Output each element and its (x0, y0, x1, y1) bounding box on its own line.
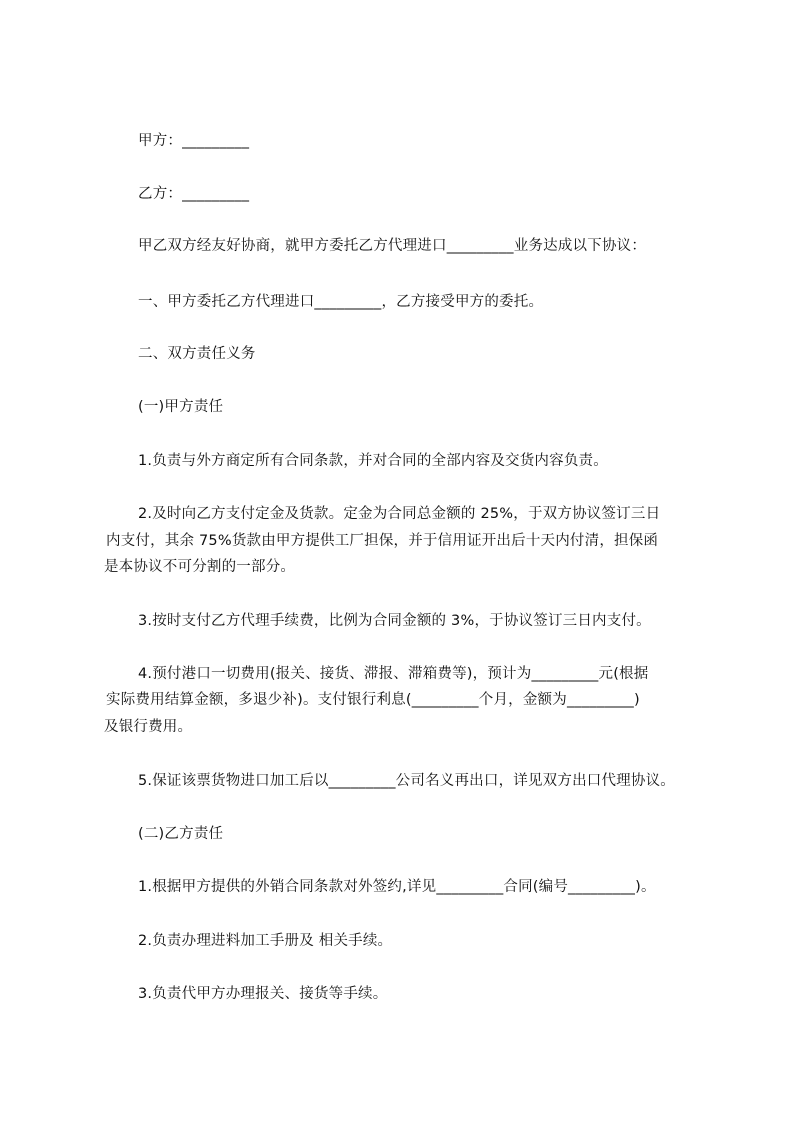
party-a-duty-1: 1.负责与外方商定所有合同条款，并对合同的全部内容及交货内容负责。 (138, 453, 608, 469)
party-a-duty-4-line-3: 及银行费用。 (104, 719, 193, 735)
party-b-duty-1: 1.根据甲方提供的外销合同条款对外签约,详见_________合同(编号_________)。 (138, 879, 656, 895)
party-a-duty-3: 3.按时支付乙方代理手续费，比例为合同金额的 3%，于协议签订三日内支付。 (138, 613, 651, 629)
party-a-duty-2-line-3: 是本协议不可分割的一部分。 (104, 559, 296, 575)
party-b-duty-2: 2.负责办理进料加工手册及 相关手续。 (138, 933, 393, 949)
party-a-duty-2-line-1: 2.及时向乙方支付定金及货款。定金为合同总金额的 25%，于双方协议签订三日 (138, 506, 661, 522)
party-a-duty-5: 5.保证该票货物进口加工后以_________公司名义再出口，详见双方出口代理协议。 (138, 773, 675, 789)
party-a-duty-4-line-1: 4.预付港口一切费用(报关、接货、滞报、滞箱费等)，预计为_________元(根据 (138, 666, 649, 682)
section-1: 一、甲方委托乙方代理进口_________，乙方接受甲方的委托。 (138, 294, 544, 310)
party-a-duty-4-line-2: 实际费用结算金额，多退少补)。支付银行利息(_________个月，金额为_________) (106, 692, 640, 708)
party-a-line: 甲方：_________ (138, 133, 250, 149)
party-b-line: 乙方：_________ (138, 186, 250, 202)
party-a-duties-heading: (一)甲方责任 (138, 399, 224, 415)
party-a-duty-2-line-2: 内支付，其余 75%货款由甲方提供工厂担保，并于信用证开出后十天内付清，担保函 (106, 533, 659, 549)
section-2-heading: 二、双方责任义务 (138, 346, 256, 362)
party-b-duty-3: 3.负责代甲方办理报关、接货等手续。 (138, 986, 388, 1002)
party-b-duties-heading: (二)乙方责任 (138, 826, 224, 842)
intro-paragraph: 甲乙双方经友好协商，就甲方委托乙方代理进口_________业务达成以下协议： (138, 238, 647, 254)
